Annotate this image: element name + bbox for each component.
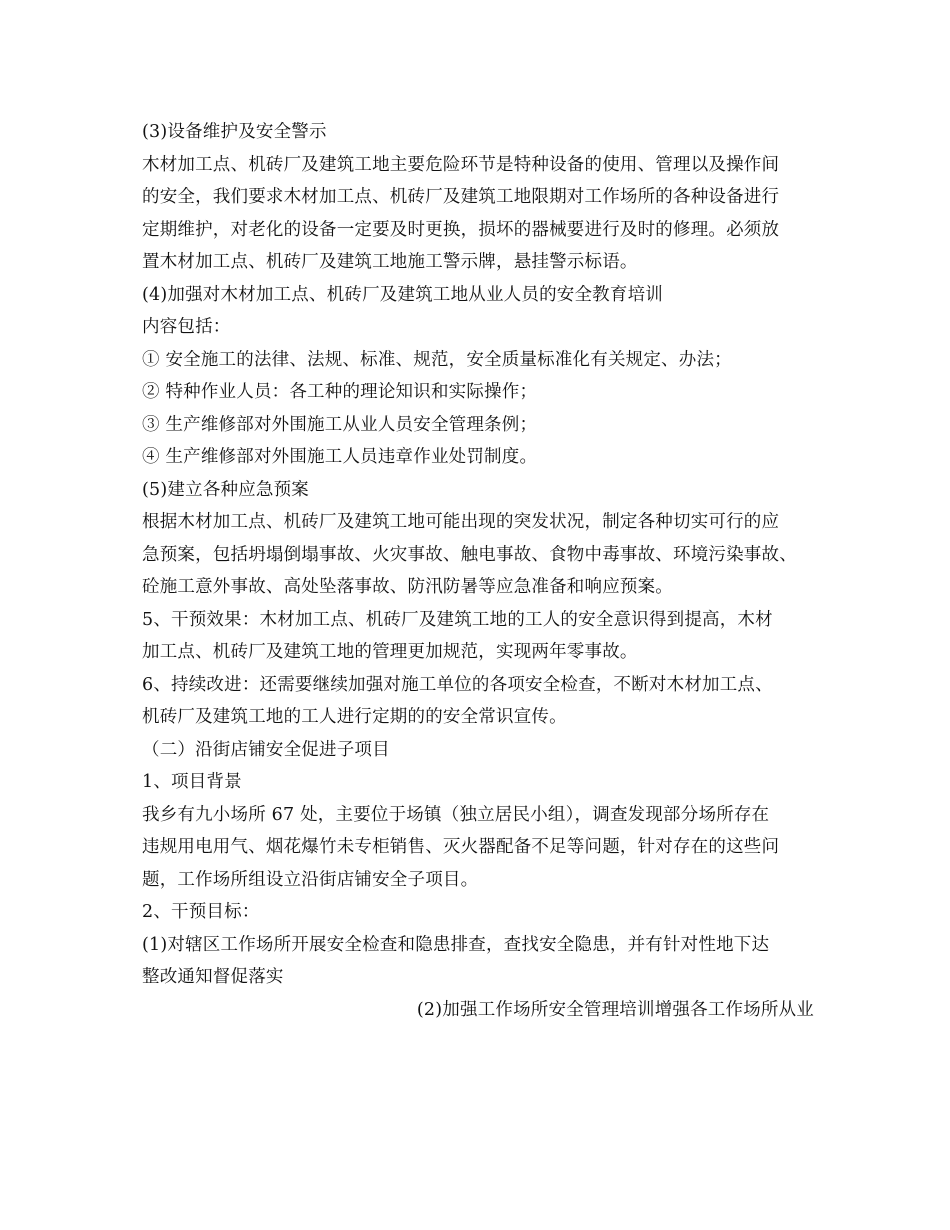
heading-safety-training: (4)加强对木材加工点、机砖厂及建筑工地从业人员的安全教育培训 — [142, 284, 663, 305]
paragraph-line: 定期维护，对老化的设备一定要及时更换，损坏的器械要进行及时的修理。必须放 — [142, 219, 780, 240]
paragraph-line: 木材加工点、机砖厂及建筑工地主要危险环节是特种设备的使用、管理以及操作间 — [142, 154, 780, 175]
paragraph-line: 机砖厂及建筑工地的工人进行定期的的安全常识宣传。 — [142, 707, 567, 727]
paragraph-line: 急预案，包括坍塌倒塌事故、火灾事故、触电事故、食物中毒事故、环境污染事故、 — [142, 544, 797, 565]
paragraph-line: (1)对辖区工作场所开展安全检查和隐患排查，查找安全隐患，并有针对性地下达 — [142, 934, 770, 955]
list-item: ④ 生产维修部对外围施工人员违章作业处罚制度。 — [142, 447, 538, 467]
paragraph-line: 根据木材加工点、机砖厂及建筑工地可能出现的突发状况，制定各种切实可行的应 — [142, 512, 780, 532]
paragraph-line: 5、干预效果：木材加工点、机砖厂及建筑工地的工人的安全意识得到提高，木材 — [142, 609, 773, 630]
list-item: ① 安全施工的法律、法规、标准、规范，安全质量标准化有关规定、办法； — [142, 349, 732, 370]
heading-emergency-plans: (5)建立各种应急预案 — [142, 479, 309, 500]
paragraph-line-right: (2)加强工作场所安全管理培训增强各工作场所从业 — [416, 999, 814, 1020]
paragraph-line: 内容包括： — [142, 317, 231, 337]
list-item: ③ 生产维修部对外围施工从业人员安全管理条例； — [142, 414, 538, 435]
document-body — [142, 116, 822, 1026]
list-item: ② 特种作业人员：各工种的理论知识和实际操作； — [142, 382, 538, 402]
paragraph-line: 整改通知督促落实 — [142, 967, 284, 987]
paragraph-line: 违规用电用气、烟花爆竹未专柜销售、灭火器配备不足等问题，针对存在的这些问 — [142, 837, 780, 857]
heading-street-shops-subproject: （二）沿街店铺安全促进子项目 — [142, 739, 390, 760]
paragraph-line: 的安全，我们要求木材加工点、机砖厂及建筑工地限期对工作场所的各种设备进行 — [142, 187, 780, 207]
paragraph-line: 置木材加工点、机砖厂及建筑工地施工警示牌，悬挂警示标语。 — [142, 252, 638, 272]
paragraph-line: 砼施工意外事故、高处坠落事故、防汛防暑等应急准备和响应预案。 — [142, 577, 673, 597]
heading-intervention-goals: 2、干预目标： — [142, 902, 260, 922]
paragraph-line: 加工点、机砖厂及建筑工地的管理更加规范，实现两年零事故。 — [142, 642, 638, 662]
heading-project-background: 1、项目背景 — [142, 772, 242, 792]
paragraph-line: 题，工作场所组设立沿街店铺安全子项目。 — [142, 869, 479, 890]
paragraph-line: 6、持续改进：还需要继续加强对施工单位的各项安全检查，不断对木材加工点、 — [142, 674, 773, 695]
heading-equipment-maintenance: (3)设备维护及安全警示 — [142, 122, 327, 142]
paragraph-line: 我乡有九小场所 67 处，主要位于场镇（独立居民小组），调查发现部分场所存在 — [142, 804, 770, 825]
